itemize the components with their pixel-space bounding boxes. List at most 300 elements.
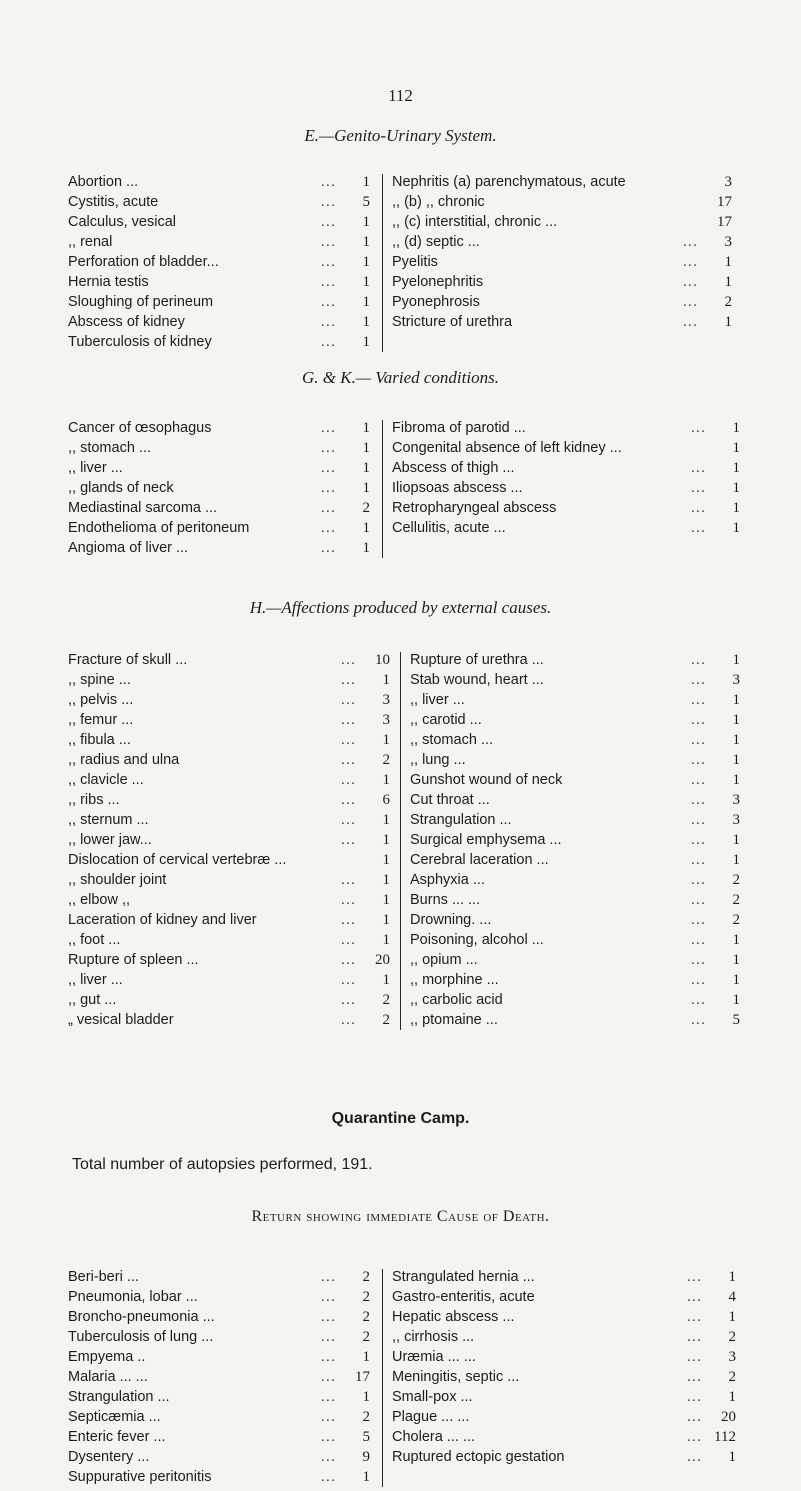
row-leader-dots: ... <box>690 852 706 868</box>
row-label: Suppurative peritonitis <box>68 1469 212 1485</box>
row-label: Uræmia ... ... <box>392 1349 476 1365</box>
section-gk-table <box>0 418 801 562</box>
row-value: 1 <box>382 932 390 948</box>
row-leader-dots: ... <box>686 1429 702 1445</box>
table-row <box>392 172 732 192</box>
row-leader-dots: ... <box>690 912 706 928</box>
row-leader-dots: ... <box>340 892 356 908</box>
row-leader-dots: ... <box>320 480 336 496</box>
row-label: Drowning. ... <box>410 912 492 928</box>
table-row <box>410 750 740 770</box>
row-label: Cholera ... ... <box>392 1429 476 1445</box>
row-leader-dots: ... <box>320 214 336 230</box>
table-row <box>68 750 390 770</box>
row-leader-dots: ... <box>690 812 706 828</box>
table-row <box>68 1347 370 1367</box>
table-row <box>410 710 740 730</box>
table-row <box>392 518 740 538</box>
row-label: Tuberculosis of lung ... <box>68 1329 214 1345</box>
row-value: 6 <box>382 792 390 808</box>
row-leader-dots: ... <box>320 294 336 310</box>
row-leader-dots: ... <box>320 174 336 190</box>
table-row <box>410 850 740 870</box>
row-label: Congenital absence of left kidney ... <box>392 440 622 456</box>
table-row <box>392 1407 736 1427</box>
table-row <box>68 292 370 312</box>
row-value: 1 <box>724 254 732 270</box>
row-leader-dots: ... <box>340 652 356 668</box>
row-label: Pneumonia, lobar ... <box>68 1289 198 1305</box>
row-leader-dots: ... <box>320 420 336 436</box>
row-value: 5 <box>362 194 370 210</box>
row-label: ,, (c) interstitial, chronic ... <box>392 214 558 230</box>
row-label: ,, lung ... <box>410 752 466 768</box>
table-row <box>68 1467 370 1487</box>
row-label: Stab wound, heart ... <box>410 672 544 688</box>
table-row <box>68 1427 370 1447</box>
row-leader-dots: ... <box>686 1309 702 1325</box>
row-value: 1 <box>732 520 740 536</box>
row-leader-dots: ... <box>340 772 356 788</box>
row-label: ,, liver ... <box>68 972 123 988</box>
row-value: 1 <box>732 932 740 948</box>
row-value: 1 <box>362 460 370 476</box>
table-row <box>410 890 740 910</box>
row-value: 20 <box>375 952 390 968</box>
table-row <box>392 212 732 232</box>
row-label: ,, lower jaw... <box>68 832 152 848</box>
row-leader-dots: ... <box>682 254 698 270</box>
table-row <box>68 950 390 970</box>
row-leader-dots: ... <box>340 932 356 948</box>
row-value: 1 <box>732 832 740 848</box>
row-value: 1 <box>728 1309 736 1325</box>
row-value: 3 <box>732 792 740 808</box>
table-row <box>68 990 390 1010</box>
table-row <box>410 670 740 690</box>
row-value: 1 <box>382 672 390 688</box>
table-row <box>392 1447 736 1467</box>
table-row <box>392 272 732 292</box>
row-value: 1 <box>732 440 740 456</box>
row-leader-dots: ... <box>686 1449 702 1465</box>
table-row <box>68 312 370 332</box>
row-leader-dots: ... <box>340 972 356 988</box>
row-value: 3 <box>728 1349 736 1365</box>
row-label: Abscess of kidney <box>68 314 185 330</box>
row-label: ,, fibula ... <box>68 732 131 748</box>
row-leader-dots: ... <box>340 732 356 748</box>
column-divider <box>382 420 383 558</box>
row-value: 1 <box>732 652 740 668</box>
row-leader-dots: ... <box>340 812 356 828</box>
row-value: 1 <box>728 1389 736 1405</box>
row-label: ,, stomach ... <box>68 440 151 456</box>
row-label: ,, ptomaine ... <box>410 1012 498 1028</box>
row-leader-dots: ... <box>682 274 698 290</box>
table-row <box>392 418 740 438</box>
row-label: Small-pox ... <box>392 1389 473 1405</box>
section-e-heading: E.—Genito-Urinary System. <box>304 126 497 145</box>
row-value: 1 <box>382 772 390 788</box>
row-leader-dots: ... <box>340 712 356 728</box>
table-row <box>392 1327 736 1347</box>
row-value: 1 <box>362 174 370 190</box>
row-leader-dots: ... <box>690 652 706 668</box>
row-leader-dots: ... <box>690 832 706 848</box>
table-row <box>68 538 370 558</box>
row-value: 2 <box>362 1329 370 1345</box>
row-leader-dots: ... <box>320 1309 336 1325</box>
row-value: 2 <box>732 872 740 888</box>
row-label: ,, carotid ... <box>410 712 482 728</box>
row-label: Rupture of spleen ... <box>68 952 199 968</box>
table-row <box>68 670 390 690</box>
row-value: 1 <box>362 540 370 556</box>
row-value: 1 <box>728 1449 736 1465</box>
row-leader-dots: ... <box>320 1269 336 1285</box>
row-leader-dots: ... <box>340 752 356 768</box>
row-value: 1 <box>382 732 390 748</box>
row-value: 1 <box>732 712 740 728</box>
row-leader-dots: ... <box>340 692 356 708</box>
section-e-left-column <box>68 172 370 352</box>
page-number: 112 <box>388 86 413 105</box>
row-label: Asphyxia ... <box>410 872 485 888</box>
row-label: Empyema .. <box>68 1349 146 1365</box>
table-row <box>68 690 390 710</box>
table-row <box>392 458 740 478</box>
row-leader-dots: ... <box>682 234 698 250</box>
table-row <box>392 1427 736 1447</box>
row-leader-dots: ... <box>320 1349 336 1365</box>
row-value: 1 <box>362 480 370 496</box>
table-row <box>410 1010 740 1030</box>
row-label: ,, spine ... <box>68 672 131 688</box>
table-row <box>392 292 732 312</box>
row-value: 1 <box>362 274 370 290</box>
table-row <box>68 1327 370 1347</box>
row-value: 1 <box>362 1349 370 1365</box>
row-leader-dots: ... <box>686 1369 702 1385</box>
row-leader-dots: ... <box>340 672 356 688</box>
row-label: Iliopsoas abscess ... <box>392 480 523 496</box>
table-row <box>68 830 390 850</box>
table-row <box>68 650 390 670</box>
row-label: Strangulation ... <box>410 812 512 828</box>
row-label: ,, femur ... <box>68 712 134 728</box>
row-label: Fibroma of parotid ... <box>392 420 526 436</box>
row-leader-dots: ... <box>690 772 706 788</box>
row-value: 1 <box>362 214 370 230</box>
row-value: 1 <box>732 752 740 768</box>
table-row <box>68 232 370 252</box>
row-value: 1 <box>728 1269 736 1285</box>
row-value: 1 <box>732 732 740 748</box>
row-label: ,, glands of neck <box>68 480 174 496</box>
total-autopsies-text: Total number of autopsies performed, 191. <box>72 1156 373 1173</box>
row-label: ,, foot ... <box>68 932 121 948</box>
row-value: 2 <box>382 1012 390 1028</box>
row-leader-dots: ... <box>340 792 356 808</box>
row-label: Plague ... ... <box>392 1409 470 1425</box>
row-label: Stricture of urethra <box>392 314 513 330</box>
table-row <box>410 790 740 810</box>
quarantine-left-column <box>68 1267 370 1487</box>
row-leader-dots: ... <box>320 1449 336 1465</box>
row-label: Perforation of bladder... <box>68 254 219 270</box>
row-label: Cancer of œsophagus <box>68 420 212 436</box>
section-h-right-column <box>410 650 740 1030</box>
row-value: 2 <box>382 992 390 1008</box>
row-value: 2 <box>362 1269 370 1285</box>
row-value: 3 <box>382 692 390 708</box>
quarantine-heading: Quarantine Camp. <box>331 1110 470 1127</box>
row-leader-dots: ... <box>686 1289 702 1305</box>
table-row <box>410 650 740 670</box>
table-row <box>68 1447 370 1467</box>
row-leader-dots: ... <box>340 832 356 848</box>
row-value: 112 <box>714 1429 736 1445</box>
row-label: ,, opium ... <box>410 952 478 968</box>
row-leader-dots: ... <box>320 314 336 330</box>
section-h-table <box>0 650 801 1034</box>
row-value: 2 <box>382 752 390 768</box>
row-label: Malaria ... ... <box>68 1369 148 1385</box>
row-label: „ vesical bladder <box>68 1012 174 1028</box>
row-label: Retropharyngeal abscess <box>392 500 557 516</box>
row-value: 17 <box>717 214 732 230</box>
row-leader-dots: ... <box>690 520 706 536</box>
row-label: Surgical emphysema ... <box>410 832 562 848</box>
table-row <box>68 212 370 232</box>
row-value: 1 <box>382 872 390 888</box>
row-label: Gastro-enteritis, acute <box>392 1289 535 1305</box>
row-label: Pyonephrosis <box>392 294 480 310</box>
row-leader-dots: ... <box>686 1349 702 1365</box>
row-leader-dots: ... <box>690 972 706 988</box>
return-heading: Return showing immediate Cause of Death. <box>251 1208 550 1225</box>
row-leader-dots: ... <box>690 480 706 496</box>
row-leader-dots: ... <box>690 1012 706 1028</box>
table-row <box>410 690 740 710</box>
row-value: 1 <box>362 420 370 436</box>
row-leader-dots: ... <box>320 1429 336 1445</box>
table-row <box>68 1407 370 1427</box>
row-leader-dots: ... <box>340 1012 356 1028</box>
row-value: 1 <box>362 294 370 310</box>
table-row <box>68 930 390 950</box>
row-label: ,, cirrhosis ... <box>392 1329 475 1345</box>
row-value: 1 <box>382 892 390 908</box>
row-label: Rupture of urethra ... <box>410 652 544 668</box>
row-label: ,, (b) ,, chronic <box>392 194 485 210</box>
row-label: ,, gut ... <box>68 992 117 1008</box>
row-leader-dots: ... <box>320 500 336 516</box>
table-row <box>410 990 740 1010</box>
row-value: 2 <box>732 892 740 908</box>
table-row <box>68 810 390 830</box>
row-label: Angioma of liver ... <box>68 540 189 556</box>
row-label: ,, carbolic acid <box>410 992 503 1008</box>
row-label: ,, radius and ulna <box>68 752 180 768</box>
table-row <box>392 232 732 252</box>
row-value: 1 <box>732 992 740 1008</box>
table-row <box>68 710 390 730</box>
row-leader-dots: ... <box>686 1409 702 1425</box>
table-row <box>410 870 740 890</box>
table-row <box>392 312 732 332</box>
row-leader-dots: ... <box>320 1389 336 1405</box>
row-leader-dots: ... <box>320 440 336 456</box>
row-value: 20 <box>721 1409 736 1425</box>
row-value: 2 <box>732 912 740 928</box>
row-label: Sloughing of perineum <box>68 294 214 310</box>
row-value: 3 <box>732 672 740 688</box>
table-row <box>392 1307 736 1327</box>
table-row <box>392 498 740 518</box>
table-row <box>68 1267 370 1287</box>
row-leader-dots: ... <box>320 254 336 270</box>
row-value: 1 <box>382 852 390 868</box>
row-value: 3 <box>724 234 732 250</box>
column-divider <box>382 174 383 352</box>
row-value: 1 <box>732 972 740 988</box>
row-leader-dots: ... <box>686 1389 702 1405</box>
row-leader-dots: ... <box>690 992 706 1008</box>
row-value: 2 <box>728 1329 736 1345</box>
row-value: 2 <box>728 1369 736 1385</box>
row-leader-dots: ... <box>320 1409 336 1425</box>
table-row <box>392 1387 736 1407</box>
row-value: 1 <box>382 812 390 828</box>
row-value: 1 <box>382 832 390 848</box>
section-h-left-column <box>68 650 390 1030</box>
row-label: ,, clavicle ... <box>68 772 144 788</box>
row-leader-dots: ... <box>690 872 706 888</box>
row-label: Beri-beri ... <box>68 1269 139 1285</box>
row-label: Endothelioma of peritoneum <box>68 520 250 536</box>
row-value: 17 <box>717 194 732 210</box>
row-label: Strangulated hernia ... <box>392 1269 535 1285</box>
row-leader-dots: ... <box>690 420 706 436</box>
row-value: 1 <box>724 314 732 330</box>
row-value: 1 <box>732 952 740 968</box>
row-leader-dots: ... <box>320 1469 336 1485</box>
row-label: Dislocation of cervical vertebræ ... <box>68 852 287 868</box>
row-leader-dots: ... <box>320 1369 336 1385</box>
row-value: 1 <box>382 972 390 988</box>
table-row <box>392 1267 736 1287</box>
section-gk-right-column <box>392 418 740 538</box>
row-label: Hernia testis <box>68 274 149 290</box>
table-row <box>68 1367 370 1387</box>
row-label: Burns ... ... <box>410 892 481 908</box>
table-row <box>68 910 390 930</box>
row-label: ,, (d) septic ... <box>392 234 480 250</box>
row-leader-dots: ... <box>320 334 336 350</box>
row-label: ,, liver ... <box>410 692 465 708</box>
table-row <box>68 192 370 212</box>
row-value: 2 <box>362 1309 370 1325</box>
table-row <box>410 950 740 970</box>
section-h-heading: H.—Affections produced by external causes. <box>249 598 552 617</box>
row-value: 2 <box>724 294 732 310</box>
row-value: 5 <box>362 1429 370 1445</box>
row-leader-dots: ... <box>690 732 706 748</box>
row-value: 1 <box>362 234 370 250</box>
row-label: Abortion ... <box>68 174 139 190</box>
row-label: ,, liver ... <box>68 460 123 476</box>
table-row <box>392 1367 736 1387</box>
row-label: Cerebral laceration ... <box>410 852 549 868</box>
row-leader-dots: ... <box>320 540 336 556</box>
row-label: ,, elbow ,, <box>68 892 131 908</box>
row-leader-dots: ... <box>690 672 706 688</box>
row-leader-dots: ... <box>320 234 336 250</box>
table-row <box>68 730 390 750</box>
row-label: Broncho-pneumonia ... <box>68 1309 215 1325</box>
row-value: 1 <box>732 852 740 868</box>
row-leader-dots: ... <box>690 500 706 516</box>
row-value: 1 <box>732 480 740 496</box>
row-label: Cut throat ... <box>410 792 490 808</box>
column-divider <box>400 652 401 1030</box>
row-value: 2 <box>362 500 370 516</box>
row-value: 3 <box>382 712 390 728</box>
row-label: Hepatic abscess ... <box>392 1309 515 1325</box>
row-label: Strangulation ... <box>68 1389 170 1405</box>
row-leader-dots: ... <box>340 872 356 888</box>
row-value: 1 <box>382 912 390 928</box>
row-leader-dots: ... <box>320 520 336 536</box>
table-row <box>392 438 740 458</box>
row-label: ,, stomach ... <box>410 732 493 748</box>
row-label: ,, pelvis ... <box>68 692 134 708</box>
table-row <box>392 1287 736 1307</box>
row-label: Gunshot wound of neck <box>410 772 563 788</box>
table-row <box>392 478 740 498</box>
column-divider <box>382 1269 383 1487</box>
row-leader-dots: ... <box>686 1269 702 1285</box>
table-row <box>68 870 390 890</box>
row-value: 1 <box>732 460 740 476</box>
row-value: 17 <box>355 1369 370 1385</box>
row-leader-dots: ... <box>690 792 706 808</box>
table-row <box>410 910 740 930</box>
row-leader-dots: ... <box>690 952 706 968</box>
row-label: Ruptured ectopic gestation <box>392 1449 565 1465</box>
row-label: Tuberculosis of kidney <box>68 334 212 350</box>
quarantine-right-column <box>392 1267 736 1467</box>
row-leader-dots: ... <box>690 692 706 708</box>
table-row <box>410 770 740 790</box>
table-row <box>410 830 740 850</box>
section-gk-left-column <box>68 418 370 558</box>
table-row <box>68 850 390 870</box>
table-row <box>68 478 370 498</box>
row-label: ,, morphine ... <box>410 972 499 988</box>
section-e-right-column <box>392 172 732 332</box>
row-label: ,, sternum ... <box>68 812 149 828</box>
table-row <box>68 770 390 790</box>
row-label: Cellulitis, acute ... <box>392 520 506 536</box>
row-value: 1 <box>362 1469 370 1485</box>
row-value: 1 <box>732 420 740 436</box>
row-leader-dots: ... <box>320 194 336 210</box>
row-value: 2 <box>362 1409 370 1425</box>
table-row <box>68 458 370 478</box>
